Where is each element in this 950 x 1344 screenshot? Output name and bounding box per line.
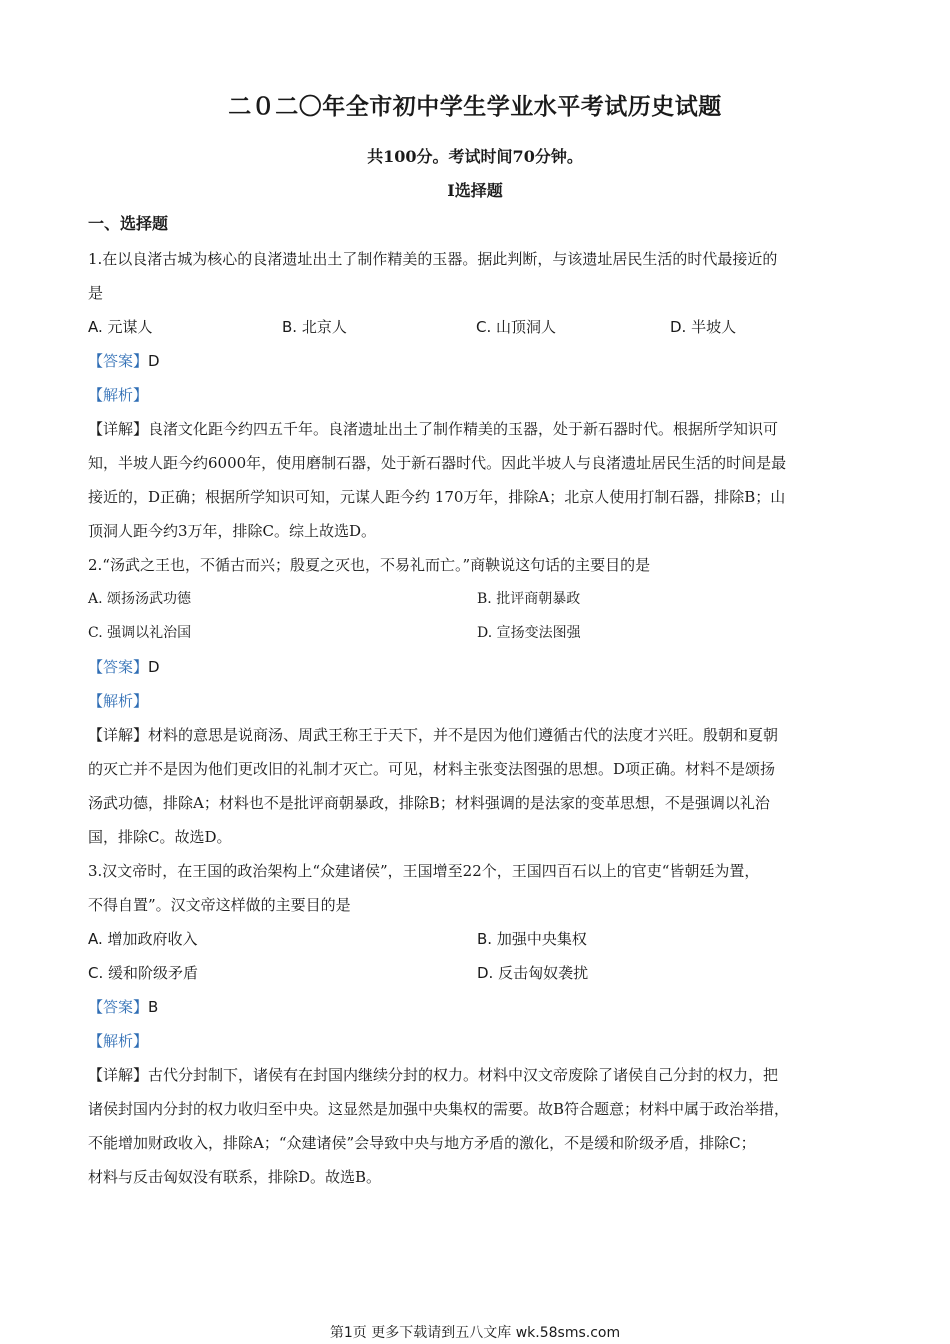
q3-option-a: A. 增加政府收入 bbox=[88, 930, 198, 948]
q2-answer bbox=[88, 650, 866, 684]
q2-detail-line2: 的灭亡并不是因为他们更改旧的礼制才灭亡。可见，材料主张变法图强的思想。D项正确。材料不是颂扬 bbox=[88, 760, 776, 778]
q1-detail-line2: 知，半坡人距今约6000年，使用磨制石器，处于新石器时代。因此半坡人与良渚遗址居民生活的时间是最 bbox=[88, 454, 787, 472]
q3-detail-line3: 不能增加财政收入，排除A；“众建诸侯”会导致中央与地方矛盾的激化，不是缓和阶级矛盾，排除C； bbox=[88, 1134, 756, 1152]
q3-options-row1 bbox=[88, 922, 866, 956]
q3-answer bbox=[88, 990, 866, 1024]
q3-option-b: B. 加强中央集权 bbox=[477, 930, 587, 948]
q2-option-b: B. 批评商朝暴政 bbox=[477, 591, 581, 607]
q2-option-a: A. 颂扬汤武功德 bbox=[88, 591, 192, 607]
q1-detail-line3: 接近的，D正确；根据所学知识可知，元谋人距今约 170万年，排除A；北京人使用打制石器，排除B；山 bbox=[88, 488, 786, 506]
q2-detail-tag: 【详解】 bbox=[88, 726, 149, 744]
q3-detail-tag: 【详解】 bbox=[88, 1066, 149, 1084]
q3-detail-line4: 材料与反击匈奴没有联系，排除D。故选B。 bbox=[88, 1168, 382, 1186]
q2-analysis-tag: 【解析】 bbox=[88, 692, 149, 710]
q1-detail-tag: 【详解】 bbox=[88, 420, 149, 438]
page-footer: 第1页 更多下载请到五八文库 wk.58sms.com bbox=[329, 1325, 621, 1341]
q2-detail-line3: 汤武功德，排除A；材料也不是批评商朝暴政，排除B；材料强调的是法家的变革思想，不是强调以礼治 bbox=[88, 794, 770, 812]
q2-detail-line1 bbox=[88, 718, 866, 752]
q1-option-a: A. 元谋人 bbox=[88, 318, 153, 336]
q1-option-c: C. 山顶洞人 bbox=[476, 318, 557, 336]
q3-stem-line2: 不得自置”。汉文帝这样做的主要目的是 bbox=[88, 896, 351, 914]
q1-detail-text: 良渚文化距今约四五千年。良渚遗址出土了制作精美的玉器，处于新石器时代。根据所学知识可 bbox=[148, 420, 779, 438]
q2-options-row2 bbox=[88, 616, 866, 650]
q3-answer-value: B bbox=[148, 998, 159, 1016]
q3-detail-text: 古代分封制下，诸侯有在封国内继续分封的权力。材料中汉文帝废除了诸侯自己分封的权力，把 bbox=[148, 1066, 779, 1084]
q1-analysis-tag: 【解析】 bbox=[88, 386, 149, 404]
q3-option-c: C. 缓和阶级矛盾 bbox=[88, 964, 199, 982]
q3-detail-line1 bbox=[88, 1058, 866, 1092]
q1-option-d: D. 半坡人 bbox=[670, 318, 737, 336]
q3-answer-tag: 【答案】 bbox=[88, 998, 149, 1016]
q1-answer-tag: 【答案】 bbox=[88, 352, 149, 370]
question-content bbox=[88, 242, 866, 1194]
q3-analysis-tag: 【解析】 bbox=[88, 1032, 149, 1050]
exam-subtitle: 共100分。考试时间70分钟。 bbox=[367, 147, 583, 166]
q2-option-d: D. 宣扬变法图强 bbox=[477, 625, 581, 641]
q2-option-c: C. 强调以礼治国 bbox=[88, 625, 192, 641]
q1-options bbox=[88, 310, 866, 344]
q1-answer-value: D bbox=[148, 352, 160, 370]
q3-options-row2 bbox=[88, 956, 866, 990]
q2-answer-value: D bbox=[148, 658, 160, 676]
exam-title: 二０二〇年全市初中学生学业水平考试历史试题 bbox=[228, 93, 722, 120]
q3-option-d: D. 反击匈奴袭扰 bbox=[477, 964, 589, 982]
q1-stem-line2: 是 bbox=[88, 284, 104, 302]
q2-stem-line1: 2.“汤武之王也，不循古而兴；殷夏之灭也，不易礼而亡。”商鞅说这句话的主要目的是 bbox=[88, 556, 651, 574]
q2-detail-text: 材料的意思是说商汤、周武王称王于天下，并不是因为他们遵循古代的法度才兴旺。殷朝和夏朝 bbox=[148, 726, 779, 744]
q1-stem-line1: 1.在以良渚古城为核心的良渚遗址出土了制作精美的玉器。据此判断，与该遗址居民生活的时代最接近的 bbox=[88, 250, 778, 268]
q3-detail-line2: 诸侯封国内分封的权力收归至中央。这显然是加强中央集权的需要。故B符合题意；材料中属于政治举措， bbox=[88, 1100, 790, 1118]
q3-stem-line1: 3.汉文帝时，在王国的政治架构上“众建诸侯”，王国增至22个，王国四百石以上的官吏“皆朝廷为置， bbox=[88, 862, 760, 880]
part-heading: I选择题 bbox=[447, 181, 503, 200]
q1-answer bbox=[88, 344, 866, 378]
q1-detail-line4: 顶洞人距今约3万年，排除C。综上故选D。 bbox=[88, 522, 377, 540]
q2-answer-tag: 【答案】 bbox=[88, 658, 149, 676]
q2-options-row1 bbox=[88, 582, 866, 616]
q1-detail-line1 bbox=[88, 412, 866, 446]
q1-option-b: B. 北京人 bbox=[282, 318, 347, 336]
q2-detail-line4: 国，排除C。故选D。 bbox=[88, 828, 232, 846]
section-heading: 一、选择题 bbox=[88, 214, 169, 233]
